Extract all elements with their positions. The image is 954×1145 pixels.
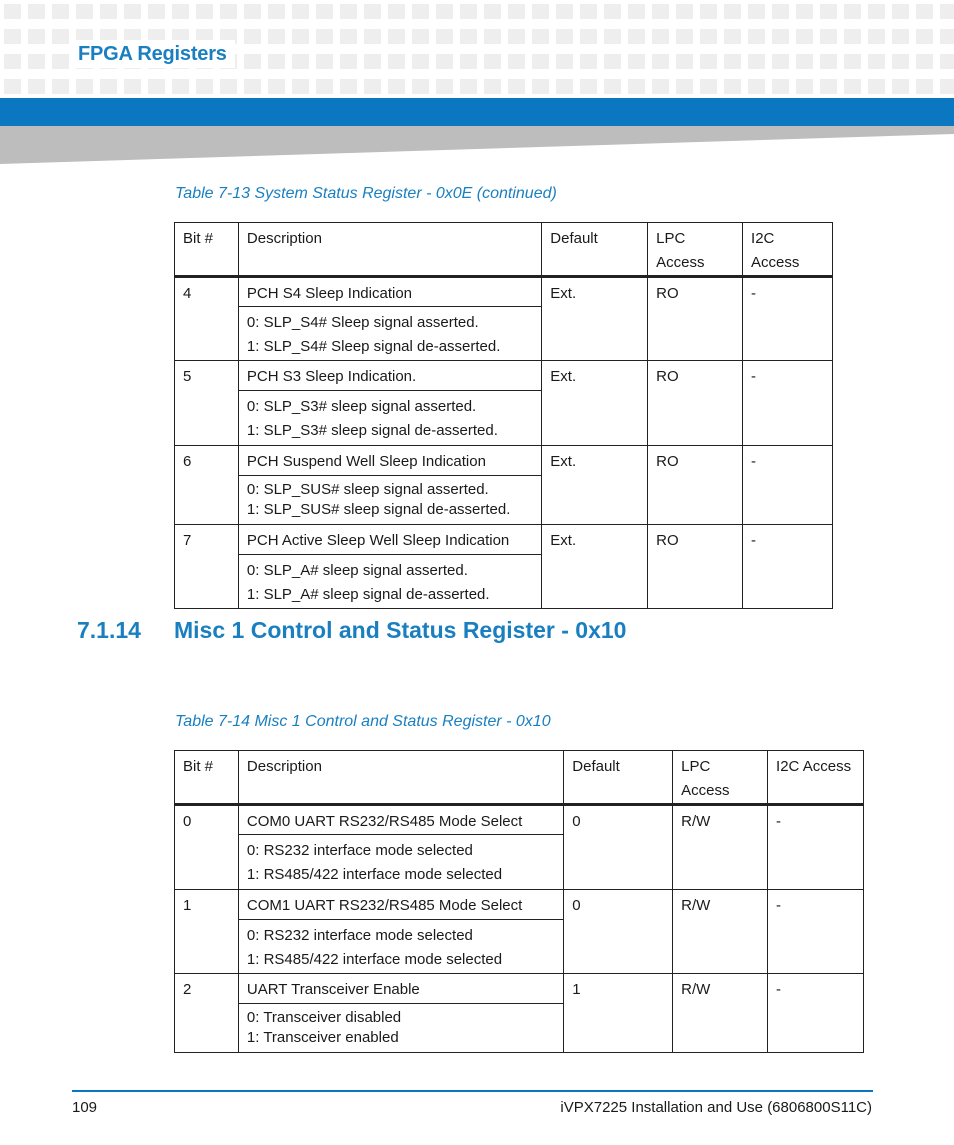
lpc-access-cell: RO bbox=[648, 525, 743, 609]
bit-cell: 5 bbox=[175, 361, 239, 446]
header-gray-wedge bbox=[0, 126, 954, 164]
detail-line: 0: SLP_SUS# sleep signal asserted. bbox=[246, 481, 489, 498]
column-header: Default bbox=[564, 751, 673, 805]
header-pattern-square bbox=[340, 54, 357, 69]
header-pattern-square bbox=[532, 79, 549, 94]
header-blue-bar bbox=[0, 98, 954, 126]
header-pattern-square bbox=[580, 29, 597, 44]
header-pattern-square bbox=[412, 54, 429, 69]
header-pattern-square bbox=[244, 4, 261, 19]
field-detail-cell bbox=[238, 835, 563, 890]
detail-line: 1: RS485/422 interface mode selected bbox=[246, 866, 503, 883]
header-pattern-square bbox=[724, 54, 741, 69]
header-pattern-square bbox=[388, 29, 405, 44]
detail-line: 0: SLP_A# sleep signal asserted. bbox=[246, 562, 468, 579]
header-pattern-square bbox=[700, 79, 717, 94]
header-pattern-square bbox=[532, 4, 549, 19]
header-pattern-square bbox=[4, 4, 21, 19]
table-row bbox=[175, 277, 833, 307]
field-detail-cell bbox=[238, 920, 563, 974]
header-pattern-square bbox=[436, 29, 453, 44]
header-pattern-square bbox=[388, 79, 405, 94]
table-row bbox=[175, 890, 864, 920]
table-header-row bbox=[175, 223, 833, 277]
footer-rule bbox=[72, 1090, 873, 1092]
default-cell: 0 bbox=[564, 890, 673, 974]
header-pattern-square bbox=[700, 29, 717, 44]
column-header: LPC Access bbox=[648, 223, 743, 277]
header-pattern-square bbox=[292, 4, 309, 19]
header-pattern-square bbox=[700, 4, 717, 19]
header-pattern-square bbox=[76, 79, 93, 94]
header-pattern-square bbox=[436, 54, 453, 69]
field-name-cell: COM0 UART RS232/RS485 Mode Select bbox=[238, 805, 563, 835]
header-pattern-square bbox=[412, 29, 429, 44]
header-pattern-square bbox=[364, 54, 381, 69]
header-pattern-square bbox=[604, 54, 621, 69]
header-pattern-square bbox=[628, 79, 645, 94]
field-detail-cell bbox=[238, 1004, 563, 1053]
header-pattern-square bbox=[268, 4, 285, 19]
header-pattern-square bbox=[748, 54, 765, 69]
header-pattern-square bbox=[676, 54, 693, 69]
header-pattern-square bbox=[460, 79, 477, 94]
header-pattern-square bbox=[820, 79, 837, 94]
header-pattern-square bbox=[796, 4, 813, 19]
field-detail-cell bbox=[238, 391, 541, 446]
register-table-7-14 bbox=[174, 750, 864, 1053]
header-pattern-square bbox=[172, 4, 189, 19]
default-cell: Ext. bbox=[542, 277, 648, 361]
header-pattern-square bbox=[604, 4, 621, 19]
header-pattern-square bbox=[76, 4, 93, 19]
table-header-row bbox=[175, 751, 864, 805]
header-pattern-square bbox=[844, 4, 861, 19]
detail-line: 0: RS232 interface mode selected bbox=[246, 927, 473, 944]
header-pattern-square bbox=[532, 54, 549, 69]
header-pattern-square bbox=[28, 79, 45, 94]
header-pattern-square bbox=[220, 79, 237, 94]
header-pattern-square bbox=[844, 54, 861, 69]
detail-line: 1: SLP_S4# Sleep signal de-asserted. bbox=[246, 338, 501, 355]
header-pattern-square bbox=[196, 79, 213, 94]
header-pattern-square bbox=[316, 4, 333, 19]
header-pattern-square bbox=[244, 54, 261, 69]
header-pattern-square bbox=[316, 54, 333, 69]
header-pattern-square bbox=[100, 79, 117, 94]
header-pattern-square bbox=[292, 29, 309, 44]
header-pattern-square bbox=[628, 54, 645, 69]
header-pattern-square bbox=[244, 79, 261, 94]
bit-cell: 2 bbox=[175, 974, 239, 1053]
header-pattern-square bbox=[436, 79, 453, 94]
header-pattern-square bbox=[724, 29, 741, 44]
header-pattern-square bbox=[484, 29, 501, 44]
header-pattern-square bbox=[148, 79, 165, 94]
table-row bbox=[175, 361, 833, 391]
header-pattern-square bbox=[220, 4, 237, 19]
header-pattern-square bbox=[652, 29, 669, 44]
detail-line: 0: Transceiver disabled bbox=[246, 1009, 402, 1026]
header-pattern-square bbox=[508, 54, 525, 69]
lpc-access-cell: R/W bbox=[673, 974, 768, 1053]
detail-line: 0: RS232 interface mode selected bbox=[246, 842, 473, 859]
header-pattern-square bbox=[364, 79, 381, 94]
header-pattern-square bbox=[844, 79, 861, 94]
i2c-access-cell: - bbox=[743, 361, 833, 446]
detail-line: 1: SLP_S3# sleep signal de-asserted. bbox=[246, 422, 498, 439]
i2c-access-cell: - bbox=[768, 805, 864, 890]
header-pattern-square bbox=[364, 4, 381, 19]
header-pattern-square bbox=[820, 4, 837, 19]
header-pattern-square bbox=[268, 29, 285, 44]
header-pattern-square bbox=[484, 4, 501, 19]
column-header: LPC Access bbox=[673, 751, 768, 805]
header-pattern-square bbox=[52, 54, 69, 69]
header-pattern-square bbox=[52, 4, 69, 19]
header-pattern-square bbox=[508, 4, 525, 19]
detail-line: 0: SLP_S3# sleep signal asserted. bbox=[246, 398, 477, 415]
detail-line: 0: SLP_S4# Sleep signal asserted. bbox=[246, 314, 479, 331]
section-heading bbox=[77, 617, 626, 644]
header-pattern-square bbox=[748, 79, 765, 94]
lpc-access-cell: R/W bbox=[673, 890, 768, 974]
header-pattern-square bbox=[604, 79, 621, 94]
column-header: Bit # bbox=[175, 751, 239, 805]
header-pattern-square bbox=[892, 4, 909, 19]
header-pattern-square bbox=[556, 79, 573, 94]
i2c-access-cell: - bbox=[743, 446, 833, 525]
default-cell: Ext. bbox=[542, 446, 648, 525]
header-pattern-square bbox=[196, 4, 213, 19]
header-pattern-square bbox=[4, 29, 21, 44]
header-pattern-square bbox=[340, 4, 357, 19]
document-title: iVPX7225 Installation and Use (6806800S11C) bbox=[560, 1099, 872, 1116]
header-pattern-square bbox=[676, 29, 693, 44]
header-pattern-square bbox=[460, 54, 477, 69]
header-pattern-square bbox=[556, 4, 573, 19]
header-pattern-square bbox=[844, 29, 861, 44]
header-pattern-square bbox=[388, 54, 405, 69]
column-header: Default bbox=[542, 223, 648, 277]
lpc-access-cell: RO bbox=[648, 361, 743, 446]
header-pattern-square bbox=[748, 4, 765, 19]
header-pattern-square bbox=[316, 79, 333, 94]
header-pattern-square bbox=[892, 79, 909, 94]
header-pattern-square bbox=[484, 54, 501, 69]
section-title: Misc 1 Control and Status Register - 0x10 bbox=[174, 617, 627, 643]
detail-line: 1: SLP_SUS# sleep signal de-asserted. bbox=[246, 501, 511, 518]
register-table-7-13 bbox=[174, 222, 833, 609]
header-pattern-square bbox=[412, 4, 429, 19]
field-detail-cell bbox=[238, 476, 541, 525]
header-pattern-square bbox=[724, 79, 741, 94]
header-pattern-square bbox=[556, 29, 573, 44]
field-detail-cell bbox=[238, 307, 541, 361]
field-name-cell: PCH S4 Sleep Indication bbox=[238, 277, 541, 307]
header-pattern-square bbox=[916, 54, 933, 69]
header-pattern-square bbox=[652, 4, 669, 19]
page-header-title: FPGA Registers bbox=[72, 40, 235, 68]
header-pattern-square bbox=[148, 4, 165, 19]
header-pattern-square bbox=[28, 54, 45, 69]
default-cell: 1 bbox=[564, 974, 673, 1053]
detail-line: 1: RS485/422 interface mode selected bbox=[246, 951, 503, 968]
header-pattern-square bbox=[172, 79, 189, 94]
header-pattern-square bbox=[940, 54, 954, 69]
default-cell: Ext. bbox=[542, 525, 648, 609]
header-pattern-square bbox=[412, 79, 429, 94]
default-cell: 0 bbox=[564, 805, 673, 890]
table-row bbox=[175, 525, 833, 555]
column-header: Bit # bbox=[175, 223, 239, 277]
header-pattern-square bbox=[460, 29, 477, 44]
header-pattern-square bbox=[796, 79, 813, 94]
table-row bbox=[175, 446, 833, 476]
header-pattern-square bbox=[556, 54, 573, 69]
field-name-cell: COM1 UART RS232/RS485 Mode Select bbox=[238, 890, 563, 920]
header-pattern-square bbox=[796, 54, 813, 69]
header-pattern-square bbox=[676, 4, 693, 19]
field-detail-cell bbox=[238, 555, 541, 609]
header-pattern-square bbox=[772, 29, 789, 44]
header-pattern-square bbox=[268, 54, 285, 69]
table-caption: Table 7-14 Misc 1 Control and Status Register - 0x10 bbox=[175, 713, 551, 730]
lpc-access-cell: RO bbox=[648, 446, 743, 525]
header-pattern-square bbox=[340, 29, 357, 44]
header-pattern-square bbox=[28, 29, 45, 44]
table-caption: Table 7-13 System Status Register - 0x0E (continued) bbox=[175, 185, 557, 202]
header-pattern-square bbox=[652, 79, 669, 94]
bit-cell: 6 bbox=[175, 446, 239, 525]
header-pattern-square bbox=[580, 79, 597, 94]
header-pattern-square bbox=[940, 79, 954, 94]
header-pattern-square bbox=[676, 79, 693, 94]
header-pattern-square bbox=[292, 79, 309, 94]
header-pattern-square bbox=[508, 29, 525, 44]
section-number: 7.1.14 bbox=[77, 617, 141, 643]
header-pattern-square bbox=[52, 79, 69, 94]
header-pattern-square bbox=[868, 54, 885, 69]
header-pattern-square bbox=[820, 29, 837, 44]
header-pattern-square bbox=[388, 4, 405, 19]
header-pattern-square bbox=[820, 54, 837, 69]
bit-cell: 0 bbox=[175, 805, 239, 890]
header-pattern-square bbox=[292, 54, 309, 69]
header-pattern-square bbox=[52, 29, 69, 44]
header-pattern-square bbox=[940, 29, 954, 44]
header-pattern-square bbox=[916, 29, 933, 44]
page-number: 109 bbox=[72, 1099, 98, 1116]
detail-line: 1: SLP_A# sleep signal de-asserted. bbox=[246, 586, 490, 603]
column-header: I2C Access bbox=[743, 223, 833, 277]
header-pattern-square bbox=[700, 54, 717, 69]
header-pattern-square bbox=[340, 79, 357, 94]
header-pattern-square bbox=[868, 79, 885, 94]
column-header: Description bbox=[238, 223, 541, 277]
column-header: Description bbox=[238, 751, 563, 805]
header-pattern-square bbox=[652, 54, 669, 69]
field-name-cell: UART Transceiver Enable bbox=[238, 974, 563, 1004]
header-pattern-square bbox=[796, 29, 813, 44]
bit-cell: 4 bbox=[175, 277, 239, 361]
i2c-access-cell: - bbox=[743, 525, 833, 609]
header-pattern-square bbox=[124, 4, 141, 19]
field-name-cell: PCH S3 Sleep Indication. bbox=[238, 361, 541, 391]
header-pattern-square bbox=[124, 79, 141, 94]
header-pattern-square bbox=[772, 4, 789, 19]
header-pattern-square bbox=[4, 79, 21, 94]
header-pattern-square bbox=[604, 29, 621, 44]
field-name-cell: PCH Suspend Well Sleep Indication bbox=[238, 446, 541, 476]
header-pattern-square bbox=[580, 54, 597, 69]
lpc-access-cell: R/W bbox=[673, 805, 768, 890]
header-pattern-square bbox=[892, 54, 909, 69]
table-row bbox=[175, 974, 864, 1004]
header-pattern-square bbox=[268, 79, 285, 94]
header-pattern-square bbox=[868, 4, 885, 19]
bit-cell: 7 bbox=[175, 525, 239, 609]
bit-cell: 1 bbox=[175, 890, 239, 974]
header-pattern-square bbox=[28, 4, 45, 19]
header-pattern-square bbox=[748, 29, 765, 44]
detail-line: 1: Transceiver enabled bbox=[246, 1029, 399, 1046]
i2c-access-cell: - bbox=[768, 890, 864, 974]
field-name-cell: PCH Active Sleep Well Sleep Indication bbox=[238, 525, 541, 555]
lpc-access-cell: RO bbox=[648, 277, 743, 361]
column-header: I2C Access bbox=[768, 751, 864, 805]
header-pattern-square bbox=[100, 4, 117, 19]
header-pattern-square bbox=[580, 4, 597, 19]
header-pattern-square bbox=[460, 4, 477, 19]
header-pattern-square bbox=[484, 79, 501, 94]
header-pattern-square bbox=[628, 4, 645, 19]
header-pattern-square bbox=[916, 4, 933, 19]
header-pattern-square bbox=[916, 79, 933, 94]
i2c-access-cell: - bbox=[768, 974, 864, 1053]
header-pattern-square bbox=[4, 54, 21, 69]
header-pattern-square bbox=[316, 29, 333, 44]
header-pattern-square bbox=[244, 29, 261, 44]
table-row bbox=[175, 805, 864, 835]
header-pattern-square bbox=[628, 29, 645, 44]
header-pattern-square bbox=[364, 29, 381, 44]
header-pattern-square bbox=[772, 54, 789, 69]
header-pattern-square bbox=[532, 29, 549, 44]
i2c-access-cell: - bbox=[743, 277, 833, 361]
header-pattern-square bbox=[892, 29, 909, 44]
header-pattern-square bbox=[508, 79, 525, 94]
default-cell: Ext. bbox=[542, 361, 648, 446]
header-pattern-square bbox=[772, 79, 789, 94]
header-pattern-square bbox=[724, 4, 741, 19]
header-pattern-square bbox=[868, 29, 885, 44]
header-pattern-square bbox=[436, 4, 453, 19]
header-pattern-square bbox=[940, 4, 954, 19]
